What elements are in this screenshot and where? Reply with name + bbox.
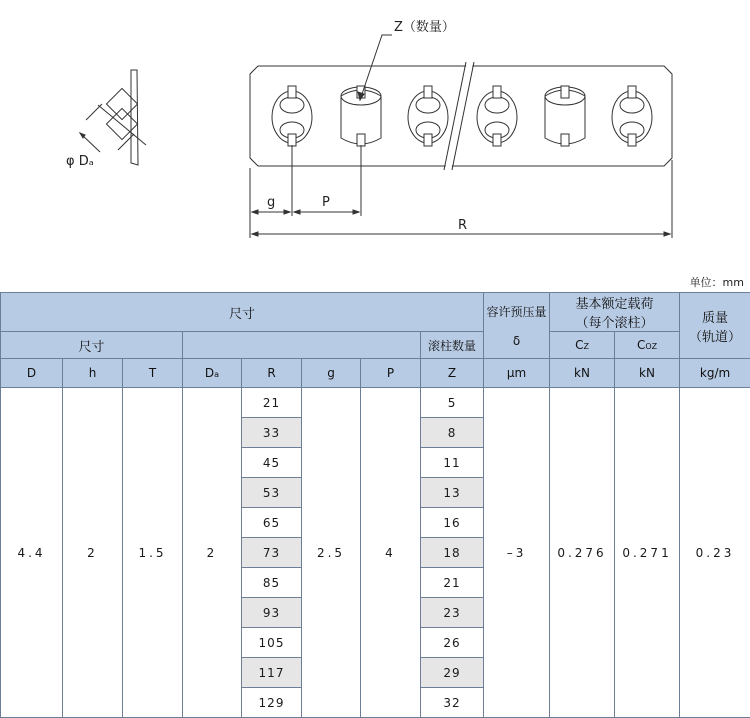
cell-da: 2	[183, 388, 242, 718]
unit-label: 单位：mm	[690, 274, 744, 290]
cell-z: 26	[421, 628, 484, 658]
cell-h: 2	[63, 388, 123, 718]
label-da: φ Dₐ	[66, 154, 94, 169]
col-delta-unit: μm	[484, 359, 550, 388]
cell-z: 18	[421, 538, 484, 568]
cell-r: 105	[242, 628, 302, 658]
col-t: T	[123, 359, 183, 388]
header-delta: δ	[484, 334, 549, 348]
header-cz-sub: Z	[583, 342, 588, 351]
cell-z: 29	[421, 658, 484, 688]
col-cz-unit: kN	[550, 359, 615, 388]
col-da-main: D	[205, 366, 214, 380]
header-coz	[615, 332, 680, 359]
col-da-sub: a	[214, 370, 219, 379]
cell-z: 21	[421, 568, 484, 598]
cell-z: 23	[421, 598, 484, 628]
header-mass	[680, 293, 750, 359]
cell-z: 16	[421, 508, 484, 538]
header-load-rating	[550, 293, 680, 332]
col-h: h	[63, 359, 123, 388]
cell-z: 11	[421, 448, 484, 478]
roller-cage-drawing	[0, 0, 750, 268]
header-cz-main: C	[575, 338, 583, 352]
cell-z: 32	[421, 688, 484, 718]
header-dimensions-sub: 尺寸	[1, 332, 183, 359]
cell-r: 33	[242, 418, 302, 448]
header-dimensions: 尺寸	[1, 293, 484, 332]
cell-r: 21	[242, 388, 302, 418]
header-preload-label: 容许预压量	[484, 303, 549, 320]
label-p: P	[322, 195, 330, 210]
cell-r: 93	[242, 598, 302, 628]
col-mass-unit: kg/m	[680, 359, 750, 388]
cell-r: 129	[242, 688, 302, 718]
header-load-rating-sub: （每个滚柱）	[550, 312, 679, 331]
side-view-figure	[80, 70, 146, 165]
header-mass-label: 质量	[680, 307, 750, 326]
header-roller-count: 滚柱数量	[421, 332, 484, 359]
cell-r: 73	[242, 538, 302, 568]
cell-z: 8	[421, 418, 484, 448]
header-cz	[550, 332, 615, 359]
cell-mass: 0.23	[680, 388, 750, 718]
cell-delta: –3	[484, 388, 550, 718]
header-blank	[183, 332, 421, 359]
roller-icon	[545, 86, 585, 146]
cell-coz: 0.271	[615, 388, 680, 718]
cage-plate-figure	[250, 62, 672, 170]
cell-d: 4.4	[1, 388, 63, 718]
col-r: R	[242, 359, 302, 388]
header-load-rating-label: 基本额定载荷	[550, 293, 679, 312]
table-row	[1, 388, 750, 418]
cell-r: 65	[242, 508, 302, 538]
cell-cz: 0.276	[550, 388, 615, 718]
cell-z: 13	[421, 478, 484, 508]
header-coz-main: C	[637, 338, 645, 352]
label-g: g	[267, 195, 275, 210]
spec-table	[0, 292, 750, 718]
col-d: D	[1, 359, 63, 388]
label-r: R	[458, 218, 467, 233]
cell-z: 5	[421, 388, 484, 418]
cell-r: 85	[242, 568, 302, 598]
col-da	[183, 359, 242, 388]
cell-r: 53	[242, 478, 302, 508]
spec-table-body	[1, 388, 750, 718]
header-preload	[484, 293, 550, 359]
label-z: Z（数量）	[394, 19, 455, 35]
cell-g: 2.5	[302, 388, 361, 718]
cell-r: 45	[242, 448, 302, 478]
col-p: P	[361, 359, 421, 388]
header-mass-sub: （轨道）	[680, 326, 750, 345]
cell-r: 117	[242, 658, 302, 688]
col-g: g	[302, 359, 361, 388]
col-z: Z	[421, 359, 484, 388]
header-coz-sub: OZ	[645, 342, 657, 351]
col-coz-unit: kN	[615, 359, 680, 388]
cell-p: 4	[361, 388, 421, 718]
cell-t: 1.5	[123, 388, 183, 718]
